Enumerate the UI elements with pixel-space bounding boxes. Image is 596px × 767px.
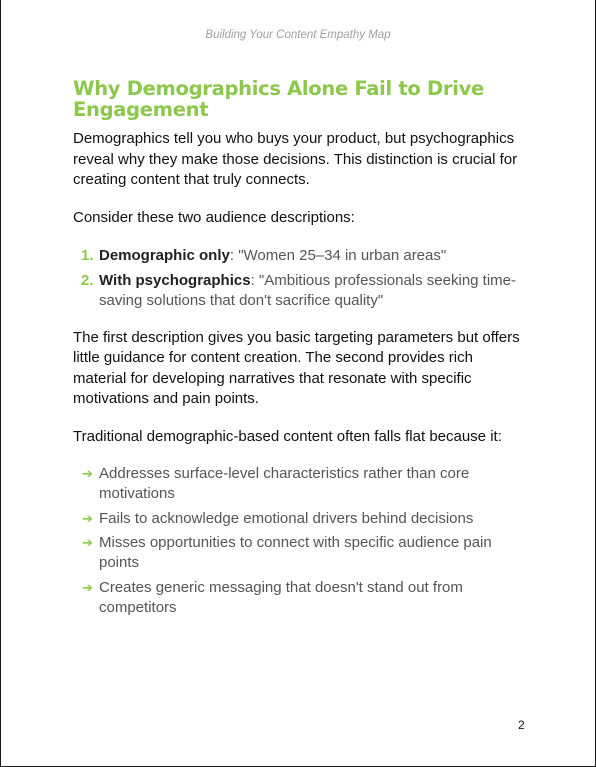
list-item [73,246,527,266]
example-label: With psychographics [99,271,251,289]
list-item [73,509,527,529]
section-title: Why Demographics Alone Fail to Drive Engagement [73,77,484,121]
list-item [73,578,527,618]
consider-paragraph: Consider these two audience descriptions: [73,208,355,226]
list-item [73,464,527,504]
intro-paragraph: Demographics tell you who buys your product, but psychographics reveal why they make those decisions. This distinction is crucial for creating content that truly connects. [73,130,518,188]
arrow-right-icon: ➔ [82,466,93,481]
reason-text: Misses opportunities to connect with specific audience pain points [99,534,492,571]
list-item [73,271,527,311]
traditional-paragraph: Traditional demographic-based content often falls flat because it: [73,427,502,445]
reasons-list [73,464,527,618]
reason-text: Addresses surface-level characteristics rather than core motivations [99,465,470,502]
example-text: : "Ambitious professionals seeking time-saving solutions that don't sacrifice quality" [99,271,516,309]
reason-text: Creates generic messaging that doesn't stand out from competitors [99,578,463,616]
example-text: : "Women 25–34 in urban areas" [229,247,447,264]
example-label: Demographic only [99,247,230,264]
audience-examples-list [73,246,527,311]
list-item [73,533,527,573]
arrow-right-icon: ➔ [82,535,93,550]
reason-text: Fails to acknowledge emotional drivers behind decisions [99,509,474,527]
list-number: 2. [81,271,94,289]
comparison-paragraph: The first description gives you basic targeting parameters but offers little guidance for content creation. The second provides rich material for developing narratives that resonate with specific motivations and pain points. [73,328,520,407]
list-number: 1. [81,247,94,264]
arrow-right-icon: ➔ [82,510,93,526]
page-content [73,78,527,622]
arrow-right-icon: ➔ [82,579,93,595]
page-number: 2 [518,718,525,732]
running-header: Building Your Content Empathy Map [205,29,391,41]
